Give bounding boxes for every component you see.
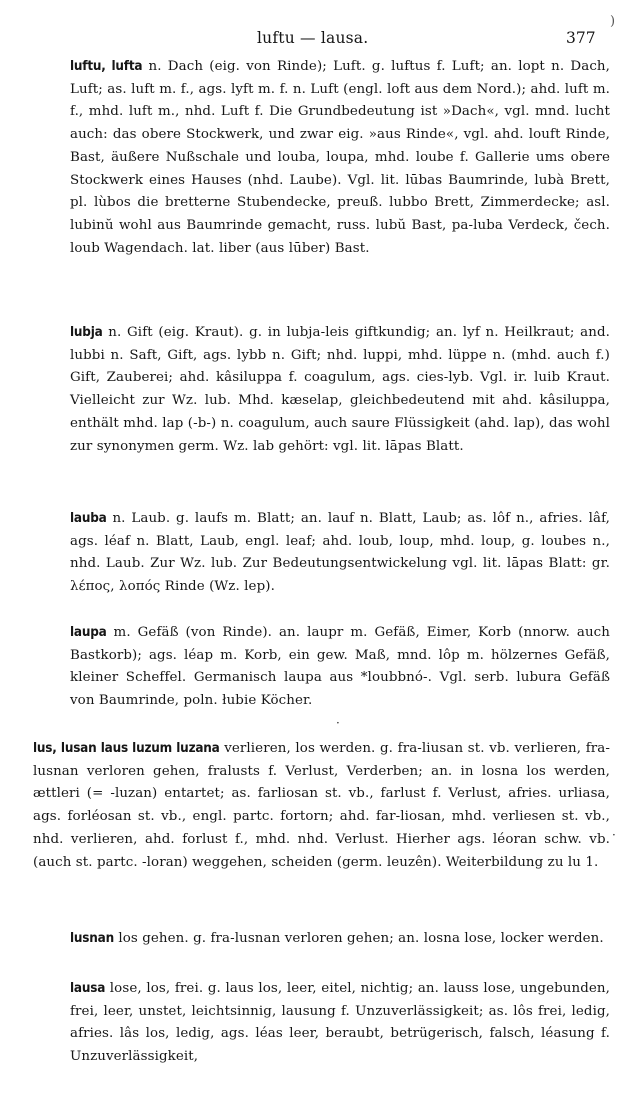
entry-laupa: [70, 622, 610, 713]
entry-lubja: [70, 322, 610, 458]
entry-text: n. Dach (eig. von Rinde); Luft. g. luftus f. Luft; an. lopt n. Dach, Luft; as. luft m. f., ags. lyft m. f. n. Luft (engl. loft aus dem Nord.); ahd. luft m. f., mhd. luft m., nhd. Luft f. Die Grundbedeutung ist »Dach«, vgl. mnd. lucht auch: das obere Stockwerk, und zwar eig. »aus Rinde«, vgl. ahd. louft Rinde, Bast, äußere Nußschale und louba, loupa, mhd. loube f. Gallerie ums obere Stockwerk eines Hauses (nhd. Laube). Vgl. lit. lūbas Baumrinde, lubà Brett, pl. lùbos die bretterne Stubendecke, preuß. lubbo Brett, Zimmerdecke; asl. lubinŭ wohl aus Baumrinde gemacht, russ. lubŭ Bast, pa-luba Verdeck, čech. loub Wagendach. lat. liber (aus lūber) Bast.: [70, 59, 610, 256]
headword: luftu, lufta: [70, 59, 143, 74]
entry-lusnan: [70, 928, 610, 951]
page-header: [0, 14, 625, 50]
entry-text: verlieren, los werden. g. fra-liusan st. vb. verlieren, fra-lusnan verloren gehen, fralusts f. Verlust, Verderben; an. in losna los werden, ættleri (= -luzan) entartet; as. farliosan st. vb., farlust f. Verlust, afries. urliasa, ags. forléosan st. vb., engl. partc. fortorn; ahd. far-liosan, mhd. verliesen st. vb., nhd. verlieren, ahd. forlust f., mhd. nhd. Verlust. Hierher ags. léoran schw. vb. (auch st. partc. -loran) weggehen, scheiden (germ. leuzên). Weiterbildung zu lu 1.: [33, 741, 610, 870]
headword: lubja: [70, 325, 103, 340]
entry-text: los gehen. g. fra-lusnan verloren gehen; an. losna lose, locker werden.: [118, 931, 604, 946]
entry-lus: [33, 738, 610, 874]
entry-lausa: [70, 978, 610, 1069]
margin-dot: ·: [336, 716, 340, 730]
headword: lus, lusan laus luzum luzana: [33, 741, 220, 756]
page-number: 377: [566, 29, 596, 47]
entry-text: n. Laub. g. laufs m. Blatt; an. lauf n. Blatt, Laub; as. lôf n., afries. lâf, ags. léaf n. Blatt, Laub, engl. leaf; ahd. loub, loup, mhd. loup, g. loubes n., nhd. Laub. Zur Wz. lub. Zur Bedeutungsentwickelung vgl. lit. lāpas Blatt: gr. λέπος, λοπός Rinde (Wz. lep).: [70, 511, 610, 595]
headword: lusnan: [70, 931, 114, 946]
headword: lausa: [70, 981, 106, 996]
entry-luftu: [70, 56, 610, 260]
running-title: luftu — lausa.: [257, 29, 369, 47]
entry-text: lose, los, frei. g. laus los, leer, eitel, nichtig; an. lauss lose, ungebunden, frei, leer, unstet, leichtsinnig, lausung f. Unzuverlässigkeit; as. lôs frei, ledig, afries. lâs los, ledig, ags. léas leer, beraubt, betrügerisch, falsch, léasung f. Unzuverlässigkeit,: [70, 981, 611, 1065]
headword: laupa: [70, 625, 107, 640]
entry-text: m. Gefäß (von Rinde). an. laupr m. Gefäß, Eimer, Korb (nnorw. auch Bastkorb); ags. léap m. Korb, ein gew. Maß, mnd. lôp m. hölzernes Gefäß, kleiner Scheffel. Germanisch laupa aus *loubbnó-. Vgl. serb. lubura Gefäß von Baumrinde, poln. łubie Köcher.: [70, 625, 610, 709]
headword: lauba: [70, 511, 107, 526]
entry-lauba: [70, 508, 610, 599]
corner-mark: ): [610, 14, 616, 29]
entry-text: n. Gift (eig. Kraut). g. in lubja-leis giftkundig; an. lyf n. Heilkraut; and. lubbi n. Saft, Gift, ags. lybb n. Gift; nhd. luppi, mhd. lüppe n. (mhd. auch f.) Gift, Zauberei; ahd. kâsiluppa f. coagulum, ags. cies-lyb. Vgl. ir. luib Kraut. Vielleicht zur Wz. lub. Mhd. kæselap, gleichbedeutend mit ahd. kâsiluppa, enthält mhd. lap (-b-) n. coagulum, auch saure Flüssigkeit (ahd. lap), das wohl zur synonymen germ. Wz. lab gehört: vgl. lit. lāpas Blatt.: [70, 325, 610, 454]
margin-dot: ·: [612, 828, 616, 842]
